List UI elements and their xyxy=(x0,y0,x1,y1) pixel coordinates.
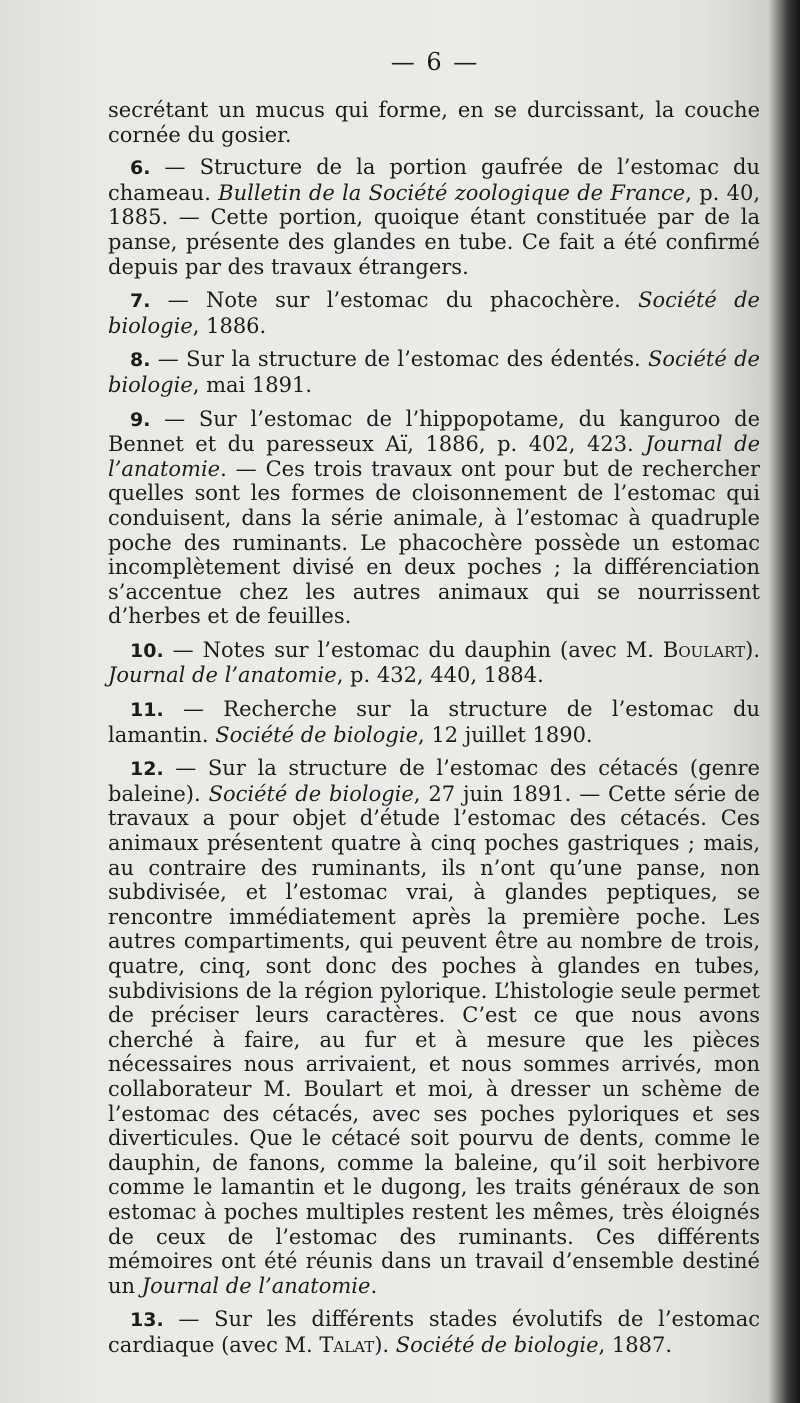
entry-title-end: ). xyxy=(745,637,760,662)
entry-source: Journal de l’anatomie xyxy=(108,663,337,688)
entry-reference: . — Ces trois travaux ont pour but de rechercher quelles sont les formes de cloisonnement de l’estomac qui conduisent, dans la série animale, à l’estomac à quadruple poche des ruminants. Le phacochère possède un estomac incomplètement divisé en deux poches ; la différenciation s’accentue chez les autres animaux qui se nourrissent d’herbes et de feuilles. xyxy=(108,456,760,629)
entry-number: 6. xyxy=(130,157,151,180)
entry-source: Journal de l’anatomie xyxy=(108,432,760,481)
entry-number: 10. xyxy=(130,639,164,662)
entry-dash: — xyxy=(150,406,199,431)
entry-number: 12. xyxy=(130,758,164,781)
entry-number: 7. xyxy=(130,290,151,313)
entry-title: Notes sur l’estomac du dauphin (avec M. xyxy=(202,637,663,662)
entry-dash: — xyxy=(150,288,206,313)
entry-dash: — xyxy=(150,155,200,180)
bibliography-entry-13 xyxy=(108,1307,760,1357)
entry-reference: , 1886. xyxy=(192,313,267,338)
entry-description: , 27 juin 1891. — Cette série de travaux a pour objet d’étude l’estomac des cétacés. Ces animaux présentent quatre à cinq poches gastriques ; mais, au contraire des ruminants, ils n’ont qu’une panse, non subdivisée, et l’estomac vrai, à glandes peptiques, se rencontre immédiatement après la première poche. Les autres compartiments, qui peuvent être au nombre de trois, quatre, cinq, sont donc des poches à glandes en tubes, subdivisions de la région pylorique. L’histologie seule permet de préciser leurs caractères. C’est ce que nous avons cherché à faire, au fur et à mesure que les pièces nécessaires nous arrivaient, et nous sommes arrivés, mon collaborateur M. Boulart et moi, à dresser un schème de l’estomac des cétacés, avec ses poches pyloriques et ses diverticules. Que le cétacé soit pourvu de dents, comme le dauphin, de fanons, comme la baleine, qu’il soit herbivore comme le lamantin et le dugong, les traits généraux de son estomac à poches multiples restent les mêmes, très éloignés de ceux de l’estomac des ruminants. Ces différents mémoires ont été réunis dans un travail d’ensemble destiné un xyxy=(108,781,760,1298)
page-number: — 6 — xyxy=(390,48,480,76)
entry-destination-journal: Journal de l’anatomie xyxy=(141,1273,371,1298)
entry-dash: — xyxy=(163,697,224,722)
entry-dash: — xyxy=(163,756,208,781)
page-body xyxy=(108,98,760,1367)
entry-source: Bulletin de la Société zoologique de France xyxy=(218,180,686,205)
entry-title: Recherche sur la structure de l’estomac du lamantin. xyxy=(108,697,760,747)
continuation-paragraph: secrétant un mucus qui forme, en se durcissant, la couche cornée du gosier. xyxy=(108,98,760,147)
entry-title: Sur la structure de l’estomac des cétacés (genre baleine). xyxy=(108,756,760,806)
entry-title-end: ). xyxy=(374,1332,396,1357)
entry-source: Société de biologie xyxy=(395,1332,599,1357)
entry-dash: — xyxy=(150,347,187,372)
entry-number: 13. xyxy=(130,1309,164,1332)
bibliography-entry-9 xyxy=(108,407,760,629)
entry-title: Structure de la portion gaufrée de l’estomac du chameau. xyxy=(108,155,760,205)
entry-number: 11. xyxy=(130,699,164,722)
entry-number: 9. xyxy=(130,408,151,431)
entry-reference: , p. 432, 440, 1884. xyxy=(336,663,544,688)
entry-title: Sur la structure de l’estomac des édentés. xyxy=(186,347,648,372)
bibliography-entry-6 xyxy=(108,155,760,279)
entry-source: Société de biologie xyxy=(108,347,760,397)
entry-source: Société de biologie xyxy=(108,288,760,338)
entry-reference: , mai 1891. xyxy=(192,372,313,397)
bibliography-entry-8 xyxy=(108,347,760,397)
entry-coauthor: Talat xyxy=(319,1332,375,1357)
entry-reference: , p. 40, 1885. — Cette portion, quoique étant constituée par de la panse, présente des glandes en tube. Ce fait a été confirmé depuis par des travaux étrangers. xyxy=(108,180,761,279)
entry-coauthor: Boulart xyxy=(662,637,746,662)
entry-source: Société de biologie xyxy=(208,781,414,806)
entry-number: 8. xyxy=(130,349,151,372)
entry-reference-end: . xyxy=(370,1273,378,1298)
bibliography-entry-12 xyxy=(108,756,760,1298)
bibliography-entry-7 xyxy=(108,288,760,338)
entry-dash: — xyxy=(163,637,203,662)
entry-reference: , 12 juillet 1890. xyxy=(418,722,593,747)
entry-title: Note sur l’estomac du phacochère. xyxy=(205,288,639,313)
entry-dash: — xyxy=(163,1307,215,1332)
entry-title: Sur les différents stades évolutifs de l’estomac cardiaque (avec M. xyxy=(108,1307,760,1357)
entry-reference: , 1887. xyxy=(598,1332,673,1357)
entry-title: Sur l’estomac de l’hippopotame, du kanguroo de Bennet et du paresseux Aï, 1886, p. 402, 423. xyxy=(108,406,760,457)
bibliography-entry-10 xyxy=(108,638,760,688)
entry-source: Société de biologie xyxy=(215,722,419,747)
bibliography-entry-11 xyxy=(108,697,760,747)
